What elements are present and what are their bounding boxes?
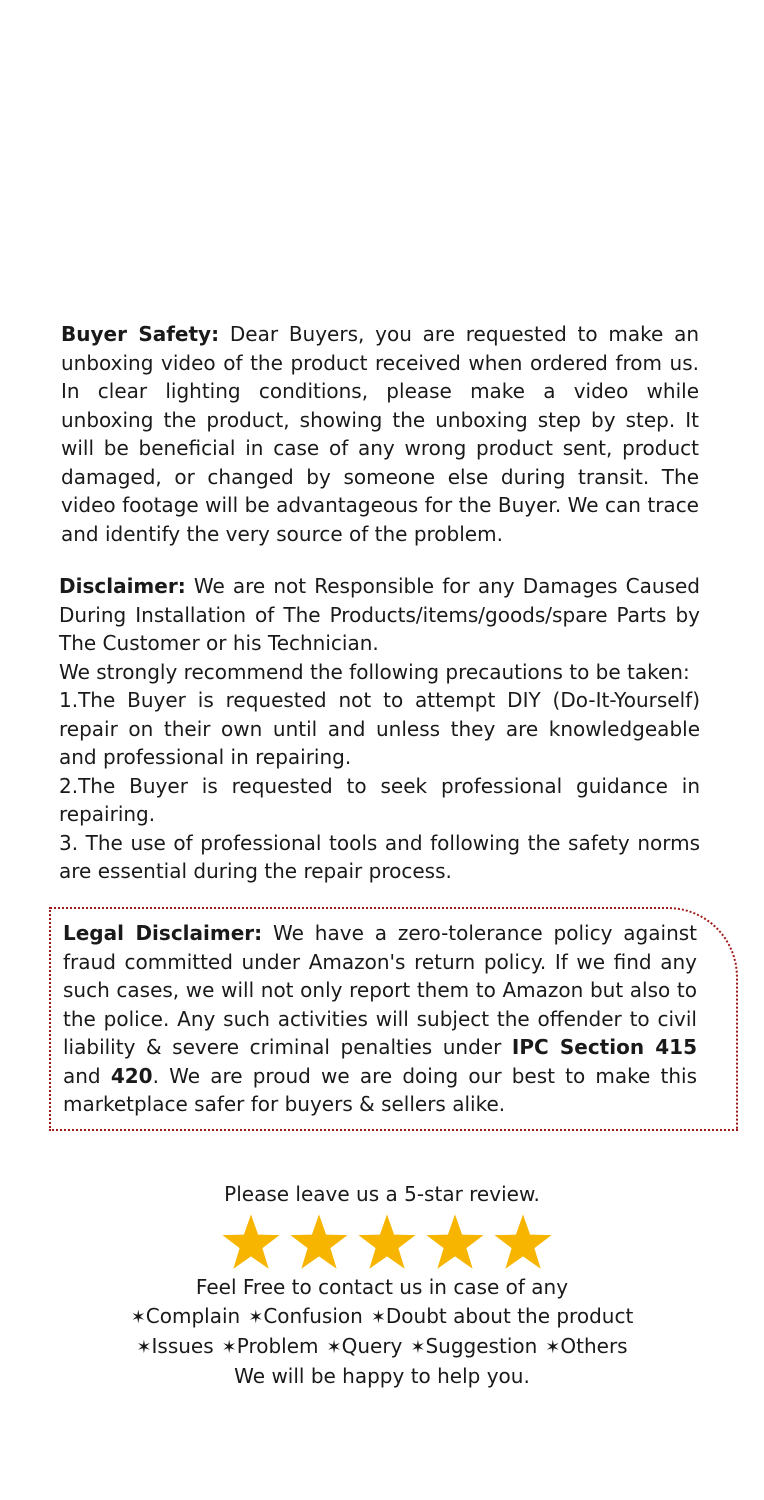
- contact-tag-0: [136, 1334, 213, 1358]
- asterisk-icon: ✶: [130, 1307, 146, 1328]
- buyer-safety-section: [61, 320, 699, 548]
- review-prompt: Please leave us a 5-star review.: [224, 1182, 540, 1206]
- tag-label: Suggestion: [425, 1334, 538, 1358]
- contact-tags-row-2: [0, 1332, 764, 1362]
- asterisk-icon: ✶: [370, 1307, 386, 1328]
- tag-label: Issues: [151, 1334, 214, 1358]
- contact-tag-2: [327, 1334, 403, 1358]
- asterisk-icon: ✶: [248, 1307, 264, 1328]
- disclaimer-intro: We strongly recommend the following precautions to be taken:: [59, 659, 690, 684]
- disclaimer-section: [59, 572, 700, 886]
- disclaimer-paragraph: [59, 572, 700, 658]
- legal-ipc-section: IPC Section 415: [511, 1035, 697, 1059]
- disclaimer-point-2: 2.The Buyer is requested to seek professional guidance in repairing.: [59, 773, 700, 826]
- contact-tag-0: [131, 1304, 241, 1328]
- star-icon: [425, 1213, 485, 1271]
- tag-label: Doubt about the product: [385, 1304, 634, 1328]
- tag-label: Problem: [236, 1334, 319, 1358]
- asterisk-icon: ✶: [136, 1337, 152, 1358]
- disclaimer-heading: Disclaimer:: [59, 574, 186, 598]
- asterisk-icon: ✶: [410, 1337, 426, 1358]
- disclaimer-point-3: 3. The use of professional tools and following the safety norms are essential during the repair process.: [59, 830, 700, 883]
- tag-label: Others: [560, 1334, 628, 1358]
- legal-heading: Legal Disclaimer:: [63, 921, 263, 945]
- contact-tag-1: [248, 1304, 363, 1328]
- legal-and: and: [63, 1063, 101, 1088]
- star-icon: [221, 1213, 281, 1271]
- contact-tags-row-1: [0, 1302, 764, 1332]
- star-icon: [357, 1213, 417, 1271]
- tag-label: Query: [341, 1334, 403, 1358]
- asterisk-icon: ✶: [221, 1337, 237, 1358]
- contact-tag-4: [545, 1334, 627, 1358]
- contact-tag-3: [410, 1334, 537, 1358]
- disclaimer-point-1: 1.The Buyer is requested not to attempt DIY (Do-It-Yourself) repair on their own until and unless they are knowledgeable and professional in repairing.: [59, 688, 700, 769]
- contact-text: Feel Free to contact us in case of any: [195, 1275, 569, 1299]
- legal-section-number: 420: [110, 1063, 153, 1088]
- asterisk-icon: ✶: [326, 1337, 342, 1358]
- review-section: [0, 1180, 764, 1391]
- legal-text: We have a zero-tolerance policy against fraud committed under Amazon's return policy. If we find any such cases, we will not only report them to Amazon but also to the police. Any such activities will subject the offender to civil liability & severe criminal penalties under: [63, 921, 698, 1059]
- legal-disclaimer-section: [63, 919, 697, 1119]
- star-icon: [493, 1213, 553, 1271]
- tag-label: Complain: [145, 1304, 241, 1328]
- closing-text: We will be happy to help you.: [234, 1364, 530, 1388]
- buyer-safety-heading: Buyer Safety:: [61, 322, 220, 346]
- star-rating: [0, 1213, 764, 1271]
- legal-text-after: . We are proud we are doing our best to make this marketplace safer for buyers & sellers alike.: [63, 1063, 698, 1116]
- contact-tag-1: [222, 1334, 319, 1358]
- buyer-safety-text: Dear Buyers, you are requested to make an unboxing video of the product received when ordered from us. In clear lighting conditions, please make a video while unboxing the product, showing the unboxing step by step. It will be beneficial in case of any wrong product sent, product damaged, or changed by someone else during transit. The video footage will be advantageous for the Buyer. We can trace and identify the very source of the problem.: [61, 322, 700, 546]
- disclaimer-text: We are not Responsible for any Damages Caused During Installation of The Products/items/goods/spare Parts by The Customer or his Technician.: [59, 574, 700, 655]
- asterisk-icon: ✶: [545, 1337, 561, 1358]
- tag-label: Confusion: [263, 1304, 363, 1328]
- contact-tag-2: [371, 1304, 633, 1328]
- star-icon: [289, 1213, 349, 1271]
